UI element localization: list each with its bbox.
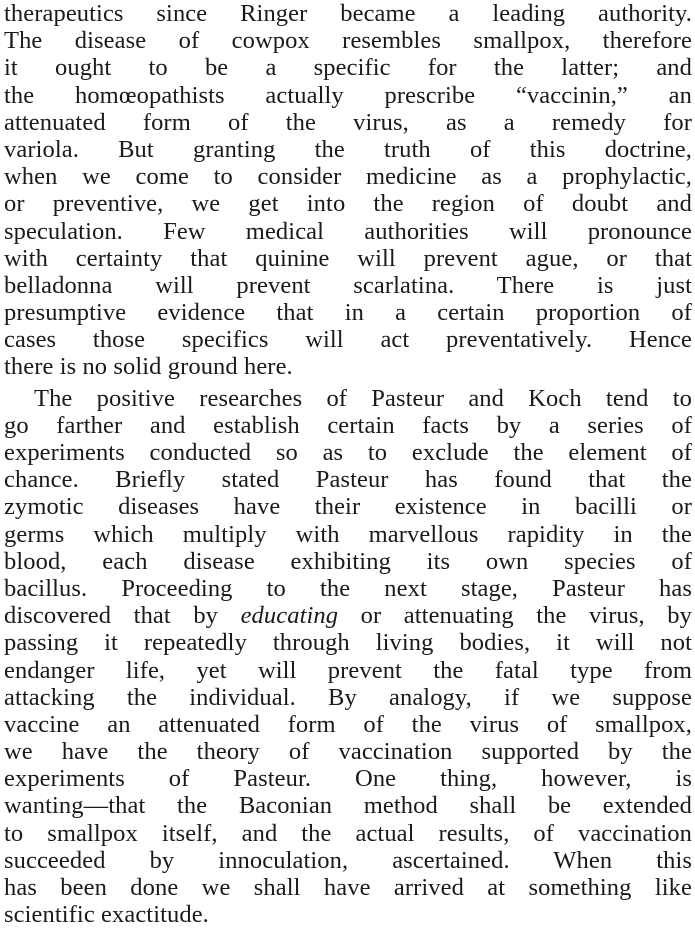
- text-line: belladonna will prevent scarlatina. There is just: [4, 271, 692, 299]
- text-line: chance. Briefly stated Pasteur has found that the: [4, 466, 692, 494]
- text-line: it ought to be a specific for the latter; and: [4, 54, 692, 82]
- text-line: succeeded by innoculation, ascertained. When this: [4, 846, 692, 874]
- text-line-with-italic: [4, 602, 692, 629]
- text-line: presumptive evidence that in a certain proportion of: [4, 299, 692, 327]
- text-line: the homœopathists actually prescribe “vaccinin,” an: [4, 81, 692, 109]
- text-line: has been done we shall have arrived at something like: [4, 874, 692, 901]
- text-line: we have the theory of vaccination supported by the: [4, 738, 692, 766]
- text-line: endanger life, yet will prevent the fatal type from: [4, 656, 692, 684]
- text-line: bacillus. Proceeding to the next stage, Pasteur has: [4, 574, 692, 602]
- text-line: to smallpox itself, and the actual results, of vaccination: [4, 819, 692, 847]
- text-line: The positive researches of Pasteur and Koch tend to: [34, 384, 692, 412]
- text-line: go farther and establish certain facts by a series of: [4, 411, 692, 439]
- text-line: attacking the individual. By analogy, if we suppose: [4, 683, 692, 711]
- text-line: when we come to consider medicine as a prophylactic,: [4, 163, 692, 191]
- text-line: cases those specifics will act preventatively. Hence: [4, 326, 692, 354]
- text-line: experiments of Pasteur. One thing, however, is: [4, 765, 692, 793]
- text-line: The disease of cowpox resembles smallpox, therefore: [4, 27, 692, 55]
- text-line: experiments conducted so as to exclude the element of: [4, 439, 692, 466]
- text-line: there is no solid ground here.: [4, 353, 293, 381]
- italic-word: educating: [240, 602, 339, 630]
- paragraph-2: [4, 385, 692, 929]
- text-segment: or attenuating the virus, by: [338, 602, 692, 630]
- text-line: vaccine an attenuated form of the virus of smallpox,: [4, 710, 692, 738]
- text-line: attenuated form of the virus, as a remedy for: [4, 108, 692, 136]
- text-line: zymotic diseases have their existence in bacilli or: [4, 493, 692, 521]
- text-line: blood, each disease exhibiting its own species of: [4, 547, 692, 575]
- document-page: [4, 0, 692, 928]
- text-line: wanting—that the Baconian method shall be extended: [4, 792, 692, 820]
- text-line: speculation. Few medical authorities will pronounce: [4, 217, 692, 245]
- text-line: passing it repeatedly through living bodies, it will not: [4, 629, 692, 657]
- text-segment: discovered that by: [4, 602, 241, 630]
- text-line: variola. But granting the truth of this doctrine,: [4, 135, 692, 163]
- text-line: germs which multiply with marvellous rapidity in the: [4, 520, 692, 548]
- paragraph-1: [4, 0, 692, 381]
- text-line: scientific exactitude.: [4, 901, 209, 929]
- text-line: therapeutics since Ringer became a leading authority.: [4, 0, 692, 27]
- text-line: with certainty that quinine will prevent ague, or that: [4, 244, 692, 272]
- text-line: or preventive, we get into the region of doubt and: [4, 190, 692, 218]
